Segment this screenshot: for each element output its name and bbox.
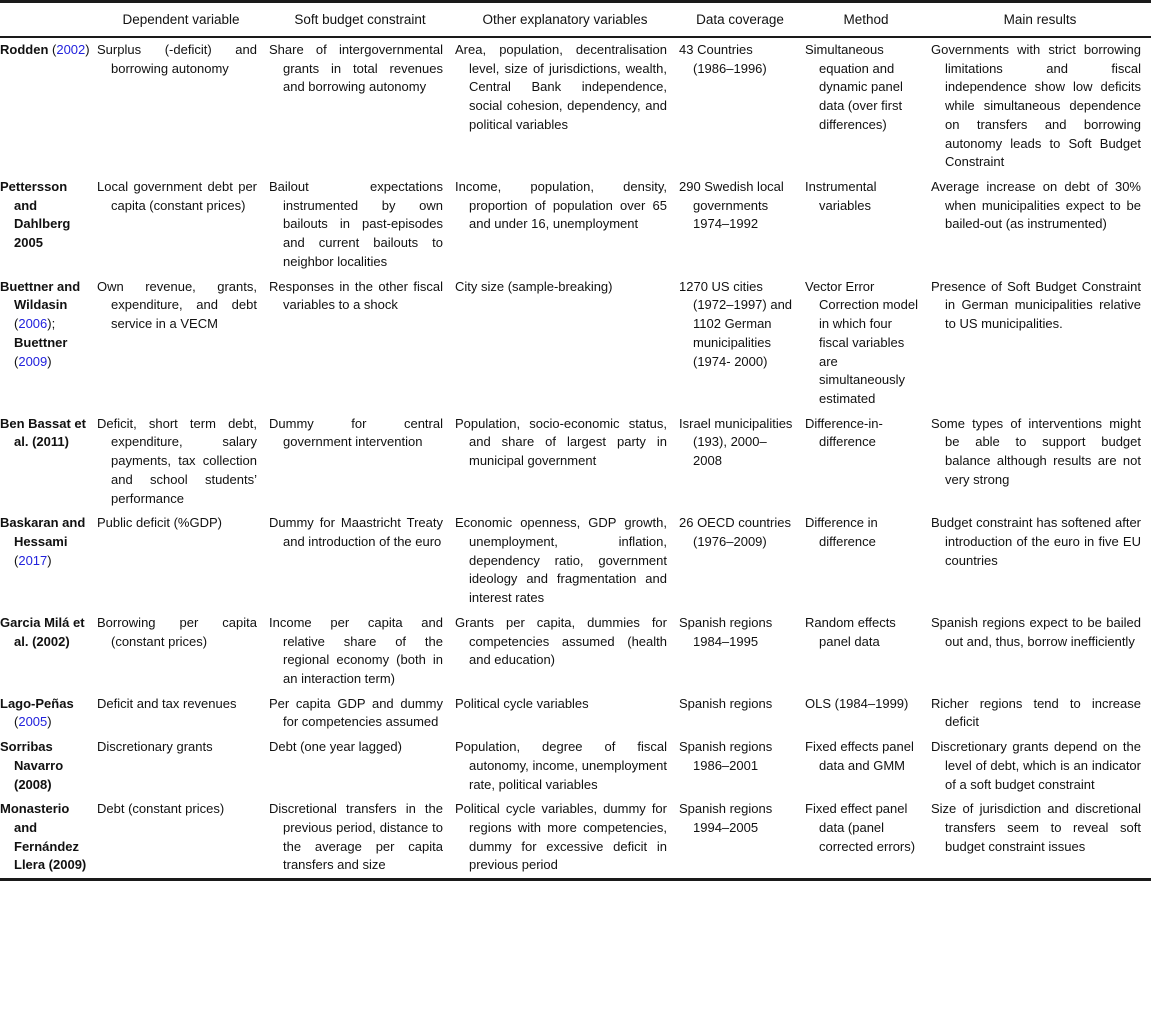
author-name: Rodden <box>0 42 52 57</box>
cell-method: Difference-in-difference <box>805 415 883 450</box>
cell-other-explanatory-variables: City size (sample-breaking) <box>455 278 613 294</box>
cell-other-explanatory-variables: Area, population, decentralisation level, size of jurisdictions, wealth, Central Bank independence, social cohesion, dependency, and political variables <box>455 42 667 132</box>
cell-main-results: Size of jurisdiction and discretional transfers seem to reveal soft budget constraint issues <box>931 801 1141 854</box>
cell-dependent-variable: Debt (constant prices) <box>97 801 225 817</box>
cell-study-authors <box>0 175 95 275</box>
cell-dependent-variable: Discretionary grants <box>97 739 213 755</box>
cell-other-explanatory-variables: Population, socio-economic status, and share of largest party in municipal government <box>455 415 667 469</box>
cell-study-authors <box>0 692 95 735</box>
column-header-main-results: Main results <box>929 2 1151 38</box>
author-name: Buettner <box>14 334 68 350</box>
table-header <box>0 2 1151 38</box>
cell-main-results: Spanish regions expect to be bailed out and, thus, borrow inefficiently <box>931 614 1141 649</box>
column-header-other-explanatory-variables: Other explanatory variables <box>453 2 677 38</box>
cell-other-explanatory-variables: Population, degree of fiscal autonomy, income, unemployment rate, political variables <box>455 739 667 792</box>
table-row <box>0 611 1151 692</box>
author-name: Sorribas Navarro (2008) <box>0 739 64 792</box>
cell-soft-budget-constraint: Discretional transfers in the previous period, distance to the average per capita transfers and size <box>269 801 443 873</box>
column-header-study <box>0 2 95 38</box>
cell-study-authors <box>0 735 95 797</box>
author-name: Ben Bassat et al. (2011) <box>0 415 86 450</box>
cell-method: Instrumental variables <box>805 179 877 213</box>
cell-study-authors <box>0 797 95 879</box>
citation-year-link[interactable]: 2006 <box>18 316 48 332</box>
cell-main-results: Discretionary grants depend on the level of debt, which is an indicator of a soft budget constraint <box>931 739 1141 792</box>
author-punctuation: ) <box>47 714 52 730</box>
cell-method: Fixed effect panel data (panel corrected errors) <box>805 801 916 854</box>
author-punctuation: ) <box>85 42 90 57</box>
author-name: Pettersson and Dahlberg 2005 <box>0 179 71 251</box>
cell-soft-budget-constraint: Debt (one year lagged) <box>269 739 402 755</box>
author-name: Lago-Peñas <box>0 695 74 711</box>
cell-data-coverage: 26 OECD countries (1976–2009) <box>679 515 791 549</box>
cell-dependent-variable: Surplus (-deficit) and borrowing autonomy <box>97 42 257 76</box>
citation-year-link[interactable]: 2005 <box>18 714 48 730</box>
cell-main-results: Richer regions tend to increase deficit <box>931 695 1141 730</box>
cell-study-authors <box>0 511 95 611</box>
cell-soft-budget-constraint: Share of intergovernmental grants in total revenues and borrowing autonomy <box>269 42 443 95</box>
cell-data-coverage: 1270 US cities (1972–1997) and 1102 German municipalities (1974- 2000) <box>679 278 793 369</box>
column-header-data-coverage: Data coverage <box>677 2 803 38</box>
cell-method: Vector Error Correction model in which four fiscal variables are simultaneously estimated <box>805 278 918 406</box>
cell-main-results: Budget constraint has softened after introduction of the euro in five EU countries <box>931 515 1141 568</box>
column-header-dependent-variable: Dependent variable <box>95 2 267 38</box>
cell-other-explanatory-variables: Political cycle variables <box>455 695 589 711</box>
cell-method: Fixed effects panel data and GMM <box>805 739 914 773</box>
cell-soft-budget-constraint: Income per capita and relative share of the regional economy (both in an interaction term) <box>269 614 443 686</box>
cell-data-coverage: Spanish regions 1994–2005 <box>679 801 773 836</box>
cell-other-explanatory-variables: Economic openness, GDP growth, unemployment, inflation, dependency ratio, government ideology and fragmentation and interest rates <box>455 515 667 606</box>
cell-other-explanatory-variables: Income, population, density, proportion of population over 65 and under 16, unemployment <box>455 179 667 232</box>
table-row <box>0 175 1151 275</box>
header-row <box>0 2 1151 38</box>
cell-data-coverage: 43 Countries (1986–1996) <box>679 42 767 76</box>
author-punctuation: ) <box>47 552 52 568</box>
cell-study-authors <box>0 37 95 175</box>
cell-method: Difference in difference <box>805 515 878 549</box>
citation-year-link[interactable]: 2017 <box>18 552 48 568</box>
author-punctuation: ( <box>14 552 19 568</box>
cell-dependent-variable: Borrowing per capita (constant prices) <box>97 614 257 649</box>
citation-year-link[interactable]: 2002 <box>56 42 86 57</box>
author-name: Monasterio and Fernández Llera (2009) <box>0 801 87 873</box>
author-name: Garcia Milá et al. (2002) <box>0 614 85 649</box>
cell-soft-budget-constraint: Bailout expectations instrumented by own bailouts in past-episodes and current bailouts to neighbor localities <box>269 179 443 269</box>
column-header-soft-budget-constraint: Soft budget constraint <box>267 2 453 38</box>
author-punctuation: ( <box>14 353 19 369</box>
table-row <box>0 275 1151 412</box>
table-row <box>0 692 1151 735</box>
citation-year-link[interactable]: 2009 <box>18 353 48 369</box>
author-punctuation: ( <box>14 714 19 730</box>
author-name: Baskaran and Hessami <box>0 515 86 549</box>
cell-data-coverage: Spanish regions 1986–2001 <box>679 739 773 773</box>
cell-soft-budget-constraint: Dummy for Maastricht Treaty and introduction of the euro <box>269 515 443 549</box>
cell-other-explanatory-variables: Grants per capita, dummies for competencies assumed (health and education) <box>455 614 667 668</box>
cell-other-explanatory-variables: Political cycle variables, dummy for regions with more competencies, dummy for excessive deficit in previous period <box>455 801 667 873</box>
cell-data-coverage: Israel municipalities (193), 2000–2008 <box>679 415 793 469</box>
cell-soft-budget-constraint: Responses in the other fiscal variables to a shock <box>269 278 443 313</box>
table-row <box>0 511 1151 611</box>
author-punctuation: ( <box>14 316 19 332</box>
author-punctuation: ); <box>47 316 56 332</box>
cell-dependent-variable: Public deficit (%GDP) <box>97 515 222 531</box>
table-row <box>0 412 1151 512</box>
table-row <box>0 37 1151 175</box>
column-header-method: Method <box>803 2 929 38</box>
cell-soft-budget-constraint: Dummy for central government intervention <box>269 415 443 450</box>
cell-dependent-variable: Deficit and tax revenues <box>97 695 237 711</box>
cell-study-authors <box>0 275 95 412</box>
cell-study-authors <box>0 611 95 692</box>
cell-data-coverage: Spanish regions <box>679 695 773 711</box>
cell-dependent-variable: Local government debt per capita (constant prices) <box>97 179 257 213</box>
author-name: Buettner and Wildasin <box>0 278 81 313</box>
cell-data-coverage: 290 Swedish local governments 1974–1992 <box>679 179 784 232</box>
table-body <box>0 37 1151 880</box>
cell-dependent-variable: Deficit, short term debt, expenditure, salary payments, tax collection and school students’ performance <box>97 415 257 506</box>
cell-method: OLS (1984–1999) <box>805 695 909 711</box>
cell-data-coverage: Spanish regions 1984–1995 <box>679 614 773 649</box>
cell-study-authors <box>0 412 95 512</box>
table-row <box>0 797 1151 879</box>
cell-main-results: Average increase on debt of 30% when municipalities expect to be bailed-out (as instrumented) <box>931 179 1141 232</box>
cell-method: Simultaneous equation and dynamic panel data (over first differences) <box>805 42 903 132</box>
cell-method: Random effects panel data <box>805 614 896 649</box>
author-punctuation: ) <box>47 353 52 369</box>
cell-main-results: Presence of Soft Budget Constraint in German municipalities relative to US municipalities. <box>931 278 1141 332</box>
cell-soft-budget-constraint: Per capita GDP and dummy for competencies assumed <box>269 695 443 730</box>
cell-main-results: Governments with strict borrowing limitations and fiscal independence show low deficits while simultaneous dependence on transfers and borrowing autonomy leads to Soft Budget Constraint <box>931 42 1141 170</box>
table-row <box>0 735 1151 797</box>
cell-main-results: Some types of interventions might be able to support budget balance although results are not very strong <box>931 415 1141 487</box>
author-punctuation: ( <box>52 42 57 57</box>
cell-dependent-variable: Own revenue, grants, expenditure, and debt service in a VECM <box>97 278 257 332</box>
